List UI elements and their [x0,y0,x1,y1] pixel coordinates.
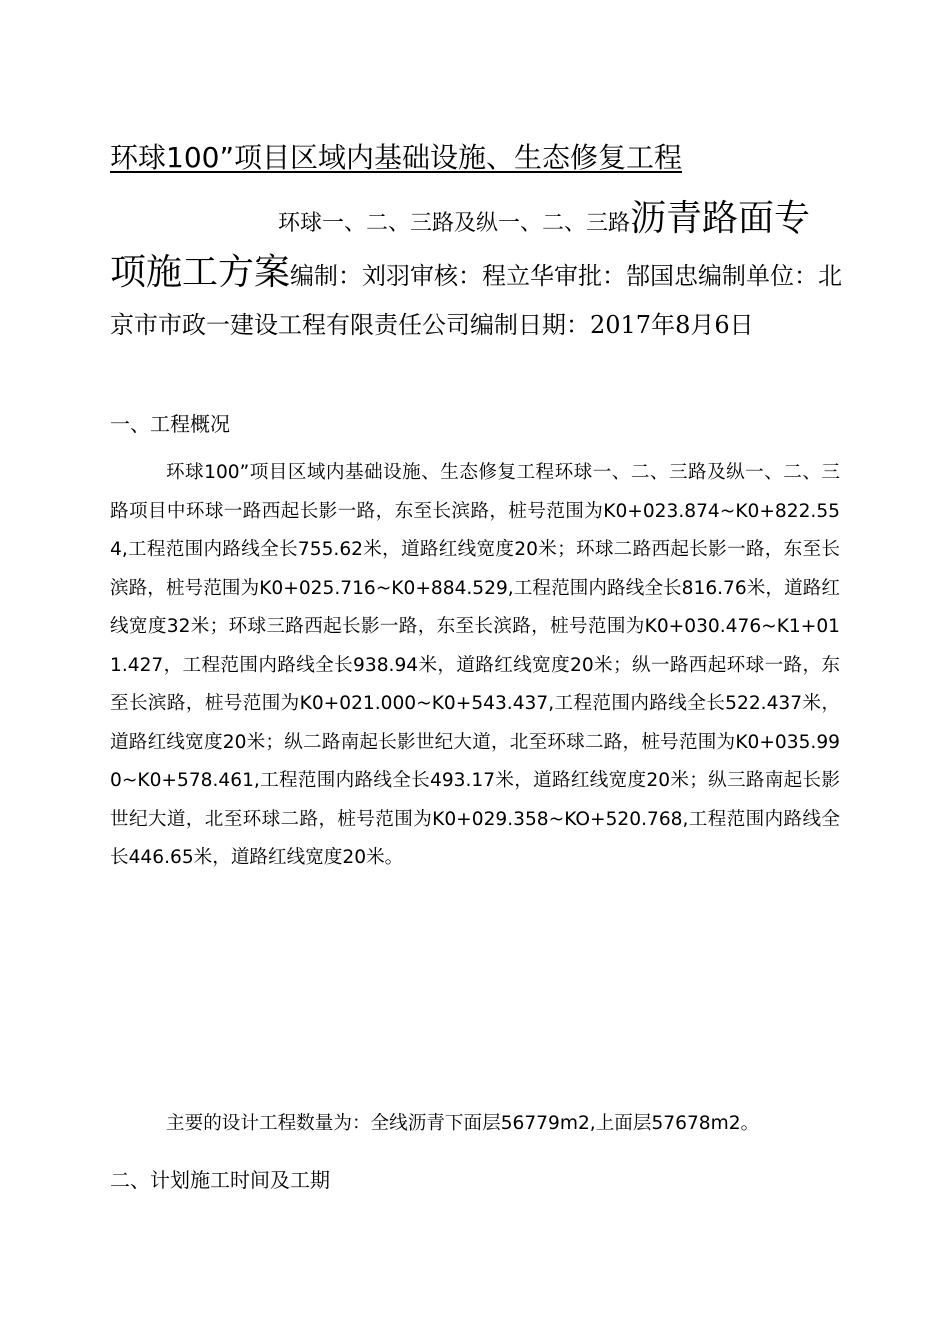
cover-subject-main: 沥青路面专项施工方案 [110,198,811,293]
cover-subject-prefix: 环球一、二、三路及纵一、二、三路 [278,211,631,236]
section-heading-overview: 一、工程概况 [110,412,230,436]
cover-block [110,194,845,350]
overview-paragraph: 环球100”项目区域内基础设施、生态修复工程环球一、二、三路及纵一、二、三路项目中环球一路西起长影一路，东至长滨路，桩号范围为K0+023.874~K0+822.554,工程范围内路线全长755.62米，道路红线宽度20米；环球二路西起长影一路，东至长滨路，桩号范围为K0+025.716~K0+884.529,工程范围内路线全长816.76米，道路红线宽度32米；环球三路西起长影一路，东至长滨路，桩号范围为K0+030.476~K1+011.427，工程范围内路线全长938.94米，道路红线宽度20米；纵一路西起环球一路，东至长滨路，桩号范围为K0+021.000~K0+543.437,工程范围内路线全长522.437米，道路红线宽度20米；纵二路南起长影世纪大道，北至环球二路，桩号范围为K0+035.990~K0+578.461,工程范围内路线全长493.17米，道路红线宽度20米；纵三路南起长影世纪大道，北至环球二路，桩号范围为K0+029.358~KO+520.768,工程范围内路线全长446.65米，道路红线宽度20米。 [110,462,840,868]
cover-details: 编制：刘羽审核：程立华审批：郜国忠编制单位：北京市市政一建设工程有限责任公司编制日期：2017年8月6日 [110,262,843,339]
document-title: 环球100”项目区域内基础设施、生态修复工程 [110,141,682,174]
design-quantities: 主要的设计工程数量为：全线沥青下面层56779m2,上面层57678m2。 [166,1113,760,1134]
section-heading-schedule: 二、计划施工时间及工期 [110,1168,330,1192]
